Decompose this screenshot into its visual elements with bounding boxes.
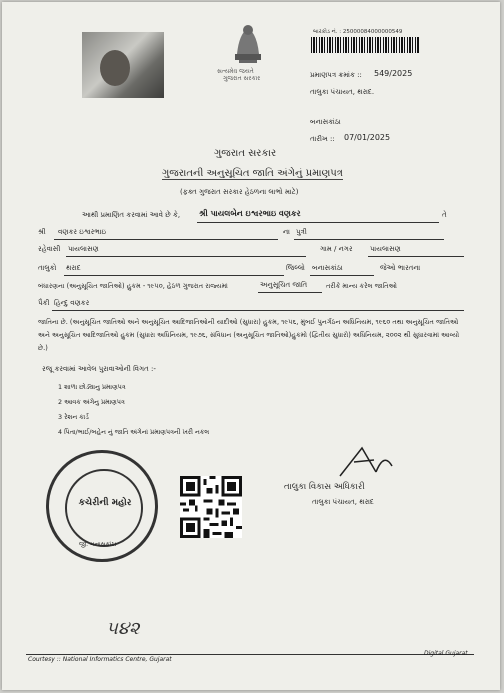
father-name: વણકર ઇશ્વરભાઇ: [58, 228, 107, 236]
date-label: તારીખ ::: [310, 135, 335, 143]
taluka: થરાદ: [66, 264, 81, 272]
certificate-date: 07/01/2025: [344, 133, 391, 142]
recognized-text: તરીકે માન્ય કરેલ જાતિઓ: [326, 282, 398, 290]
document-item: 1 શાળા છોડ્યાનુ પ્રમાણપત્ર: [58, 383, 126, 391]
officer-title: તાલુકા વિકાસ અધિકારી: [284, 482, 365, 492]
officer-signature: [332, 442, 402, 482]
issuing-office: તાલુકા પંચાયત, થરાદ.: [310, 88, 375, 96]
seal-bottom-text: જી. બનાસકાંઠા: [79, 541, 117, 548]
officer-office: તાલુકા પંચાયત, થરાદ: [312, 498, 374, 506]
document-item: 4 પિતા/ભાઈ/બહેન નું જાતિ અંગેનાં પ્રમાણપત્રની ખરી નકલ: [58, 428, 210, 436]
digital-gujarat: Digital Gujarat: [424, 650, 468, 657]
applicant-photo: [82, 32, 164, 98]
docs-heading: રજૂ કરવામાં આવેલ પુરાવાઓની વિગત :-: [42, 365, 156, 373]
caste-prefix: પૈકી: [38, 299, 50, 307]
resident-label: રહેવાસી: [38, 245, 61, 253]
village-city-label: ગામ / નગર: [320, 245, 353, 253]
certificate-page: [2, 2, 500, 690]
certificate-no-label: પ્રમાણપત્ર ક્રમાંક ::: [310, 71, 362, 79]
bharat-label: જેઓ ભારતના: [380, 264, 421, 272]
taluka-label: તાલુકો: [38, 264, 57, 272]
government-title: ગુજરાત સરકાર: [214, 148, 277, 159]
certificate-title: ગુજરાતની અનુસૂચિત જાતિ અંગેનું પ્રમાણપત્ર: [162, 168, 343, 179]
certify-line: આથી પ્રમાણિત કરવામાં આવે છે કે,: [82, 211, 181, 219]
caste-category: અનુસૂચિત જાતિ: [260, 281, 308, 289]
national-emblem-icon: [227, 20, 269, 66]
header-district: બનાસકાંઠા: [310, 118, 341, 126]
relation: પુત્રી: [296, 228, 307, 236]
emblem-government: ગુજરાત સરકાર: [223, 75, 261, 82]
constitution-text: બંધારણના (અનુસૂચિત જાતિઓ) હુકમ - ૧૯૫૦, હેઠળ ગુજરાત રાજ્યમાં: [38, 282, 228, 290]
barcode-number: બારકોડ નં. : 25000084000000549: [313, 29, 403, 35]
relation-label: ના: [283, 228, 290, 236]
handwritten-note: ૫૪૨: [106, 618, 140, 639]
document-item: 2 આવક અંગેનુ પ્રમાણપત્ર: [58, 398, 125, 406]
seal-center-text: કચેરીની મહોર: [78, 498, 132, 508]
district: બનાસકાંઠા: [312, 264, 343, 272]
document-item: 3 રેશન કાર્ડ: [58, 413, 89, 421]
barcode: [311, 37, 419, 53]
caste: હિન્દુ વણકર: [54, 299, 90, 307]
district-label: જિલ્લો: [286, 264, 305, 272]
courtesy-text: Courtesy :: National Informatics Centre, Gujarat: [28, 656, 172, 663]
shri-label: શ્રી: [38, 228, 46, 236]
qr-code-icon: [180, 476, 242, 538]
emblem-motto: સત્યમેવ જયતે: [217, 68, 254, 75]
certificate-no: 549/2025: [374, 69, 413, 78]
village: પાયલાસણ: [68, 245, 99, 253]
applicant-name: શ્રી પાયલબેન ઇશ્વરભાઇ વણકર: [199, 209, 301, 218]
footer-divider: [26, 654, 474, 655]
village-2: પાયલાસણ: [370, 245, 401, 253]
line-end-te: તે: [442, 211, 447, 219]
certificate-subtitle: (ફક્ત ગુજરાત સરકાર હેઠળના લાભો માટે): [180, 188, 299, 196]
legal-paragraph: જાતિના છે. (અનુસૂચિત જાતિઓ અને અનુસૂચિત આદિજાતિઓની યાદીઓ (સુધારા) હુકમ, ૧૯૫૬, મુંબઈ પુનર્ગઠન અધિનિયમ, ૧૯૬૦ તથા અનુસૂચિત જાતિઓ અને અનુસૂચિત આદિજાતિઓ હુકમ (સુધારા અધિનિયમ, ૧૯૭૬, સંવિધાન (અનુસૂચિત જાતિઓ)હુકમો (દ્વિતીય સુધારો) અધિનિયમ, ૨૦૦૨ થી સુધારવામાં આવ્યો છે.): [38, 318, 460, 352]
office-seal: [46, 450, 158, 562]
